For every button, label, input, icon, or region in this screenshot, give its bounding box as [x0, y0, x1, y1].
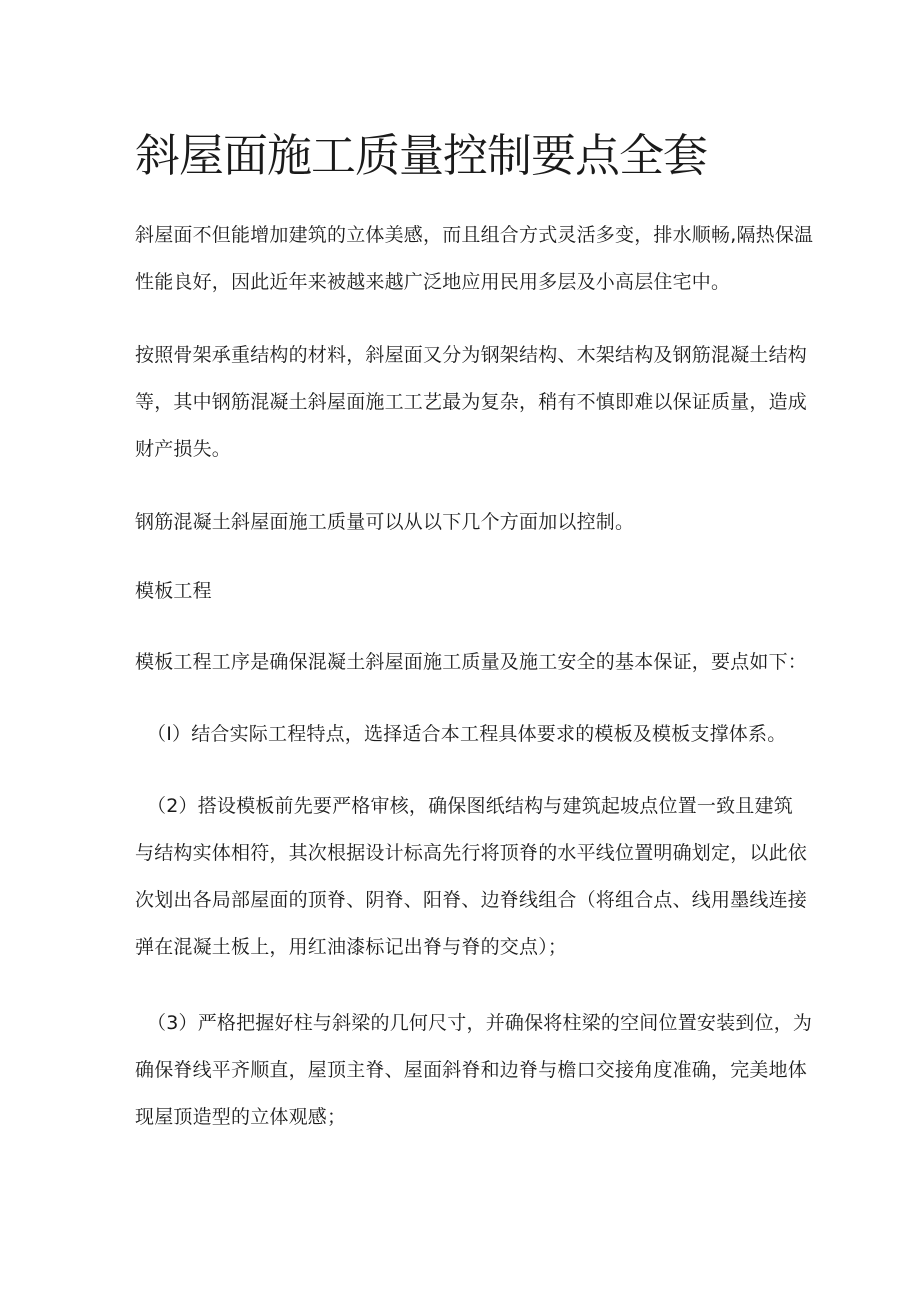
text-line: （I）结合实际工程特点，选择适合本工程具体要求的模板及模板支撑体系。: [147, 723, 787, 745]
text-line: 现屋顶造型的立体观感；: [135, 1106, 347, 1128]
text-line: 模板工程工序是确保混凝土斜屋面施工质量及施工安全的基本保证，要点如下：: [135, 651, 808, 673]
text-line: 钢筋混凝土斜屋面施工质量可以从以下几个方面加以控制。: [135, 511, 635, 533]
paragraph-control-aspects: [135, 499, 795, 546]
text-line: 弹在混凝土板上，用红油漆标记出脊与脊的交点）；: [135, 936, 568, 958]
text-line: 按照骨架承重结构的材料，斜屋面又分为钢架结构、木架结构及钢筋混凝土结构: [135, 344, 808, 366]
text-line: 与结构实体相符，其次根据设计标高先行将顶脊的水平线位置明确划定，以此依: [135, 842, 808, 864]
text-line: （2）搭设模板前先要严格审核，确保图纸结构与建筑起坡点位置一致且建筑: [147, 795, 793, 817]
text-line: 性能良好，因此近年来被越来越广泛地应用民用多层及小高层住宅中。: [135, 271, 731, 293]
paragraph-intro: [135, 212, 814, 306]
list-item-1: [135, 711, 807, 758]
text-line: 次划出各局部屋面的顶脊、阴脊、阳脊、边脊线组合（将组合点、线用墨线连接: [135, 889, 808, 911]
paragraph-formwork-intro: [135, 639, 808, 686]
text-line: 斜屋面不但能增加建筑的立体美感，而且组合方式灵活多变，排水顺畅,隔热保温: [135, 224, 814, 246]
list-item-2: [135, 783, 807, 971]
paragraph-structure-types: [135, 332, 808, 473]
section-heading: 模板工程: [135, 580, 212, 602]
text-line: 财产损失。: [135, 438, 232, 460]
document-title: 斜屋面施工质量控制要点全套: [135, 129, 708, 182]
section-heading-formwork: [135, 568, 795, 615]
text-line: 确保脊线平齐顺直，屋顶主脊、屋面斜脊和边脊与檐口交接角度准确，完美地体: [135, 1059, 808, 1081]
text-line: 等，其中钢筋混凝土斜屋面施工工艺最为复杂，稍有不慎即难以保证质量，造成: [135, 391, 808, 413]
list-item-3: [135, 1000, 813, 1141]
text-line: （3）严格把握好柱与斜梁的几何尺寸，并确保将柱梁的空间位置安装到位，为: [147, 1012, 813, 1034]
